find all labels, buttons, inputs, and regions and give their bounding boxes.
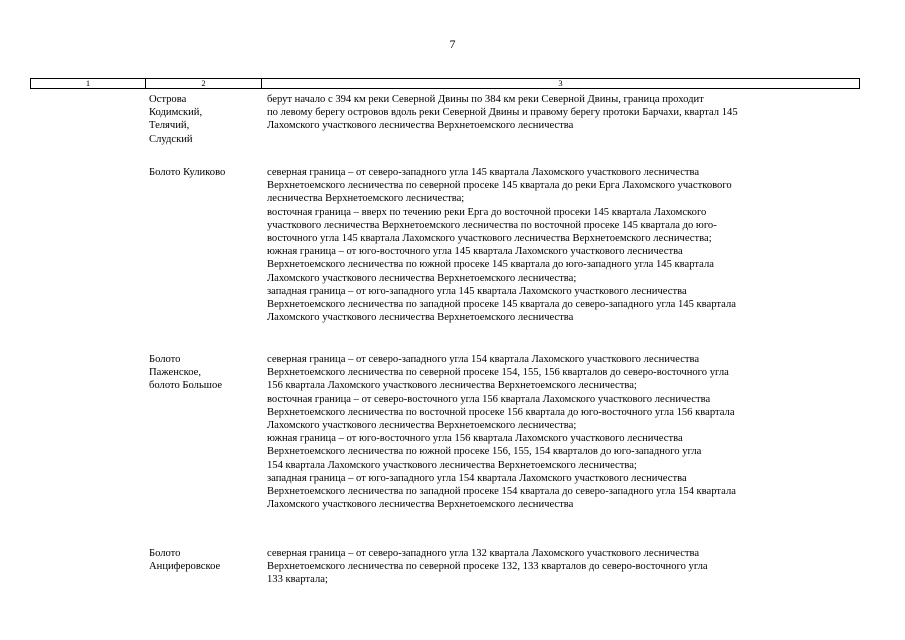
- description-line: по левому берегу островов вдоль реки Северной Двины и правому берегу протоки Барчахи, квартал 145: [267, 107, 738, 119]
- object-name: Острова Кодимский, Телячий, Слудский: [149, 94, 203, 145]
- description-line: Лахомского участкового лесничества Верхнетоемского лесничества: [267, 120, 574, 132]
- description-line: 156 квартала Лахомского участкового лесничества Верхнетоемского лесничества;: [267, 380, 637, 392]
- description-line: Верхнетоемского лесничества по северной просеке 145 квартала до реки Ерга Лахомского участкового: [267, 180, 732, 192]
- boundary-description: [267, 93, 867, 133]
- description-line: Лахомского участкового лесничества Верхнетоемского лесничества: [267, 499, 574, 511]
- table-header-row: [30, 78, 860, 89]
- description-line: Верхнетоемского лесничества по восточной просеке 156 квартала до юго-восточного угла 156 квартала: [267, 406, 735, 418]
- description-line: Верхнетоемского лесничества по южной просеке 156, 155, 154 кварталов до юго-западного угла: [267, 446, 702, 458]
- description-line: Лахомского участкового лесничества Верхнетоемского лесничества: [267, 312, 574, 324]
- description-line: Верхнетоемского лесничества по северной просеке 132, 133 кварталов до северо-восточного угла: [267, 561, 708, 573]
- object-name: Болото Анциферовское: [149, 548, 221, 573]
- header-col-1: 1: [31, 79, 146, 88]
- description-line: южная граница – от юго-восточного угла 156 квартала Лахомского участкового лесничества: [267, 433, 683, 445]
- description-line: северная граница – от северо-западного угла 132 квартала Лахомского участкового лесничества: [267, 548, 700, 559]
- description-line: Лахомского участкового лесничества Верхнетоемского лесничества;: [267, 272, 577, 284]
- description-line: западная граница – от юго-западного угла 154 квартала Лахомского участкового лесничества: [267, 472, 687, 484]
- description-line: Лахомского участкового лесничества Верхнетоемского лесничества;: [267, 420, 577, 432]
- object-name: Болото Куликово: [149, 167, 226, 178]
- header-col-3: 3: [558, 78, 563, 88]
- description-line: восточного угла 145 квартала Лахомского участкового лесничества Верхнетоемского лесничества;: [267, 233, 712, 245]
- boundary-description: [267, 547, 867, 587]
- description-line: восточная граница – вверх по течению реки Ерга до восточной просеки 145 квартала Лахомского: [267, 206, 707, 218]
- description-line: восточная граница – от северо-восточного угла 156 квартала Лахомского участкового лесничества: [267, 393, 711, 405]
- description-line: северная граница – от северо-западного угла 154 квартала Лахомского участкового лесничества: [267, 354, 700, 365]
- header-col-2: 2: [146, 79, 262, 88]
- page-number: 7: [449, 37, 456, 51]
- description-line: Верхнетоемского лесничества по северной просеке 154, 155, 156 кварталов до северо-восточного угла: [267, 367, 729, 379]
- description-line: Верхнетоемского лесничества по южной просеке 145 квартала до юго-западного угла 145 квартала: [267, 259, 714, 271]
- boundary-description: [267, 166, 867, 324]
- description-line: берут начало с 394 км реки Северной Двины по 384 км реки Северной Двины, граница проходит: [267, 94, 704, 105]
- description-line: 154 квартала Лахомского участкового лесничества Верхнетоемского лесничества;: [267, 459, 637, 471]
- description-line: участкового лесничества Верхнетоемского лесничества по восточной просеке 145 квартала до юго-: [267, 219, 717, 231]
- description-line: лесничества Верхнетоемского лесничества;: [267, 193, 465, 205]
- object-name: Болото Паженское, болото Большое: [149, 354, 223, 392]
- description-line: Верхнетоемского лесничества по западной просеке 154 квартала до северо-западного угла 154 квартала: [267, 486, 736, 498]
- description-line: Верхнетоемского лесничества по западной просеке 145 квартала до северо-западного угла 145 квартала: [267, 299, 736, 311]
- description-line: северная граница – от северо-западного угла 145 квартала Лахомского участкового лесничества: [267, 167, 700, 178]
- description-line: южная граница – от юго-восточного угла 145 квартала Лахомского участкового лесничества: [267, 246, 683, 258]
- boundary-description: [267, 353, 867, 511]
- description-line: 133 квартала;: [267, 574, 328, 586]
- description-line: западная граница – от юго-западного угла 145 квартала Лахомского участкового лесничества: [267, 285, 687, 297]
